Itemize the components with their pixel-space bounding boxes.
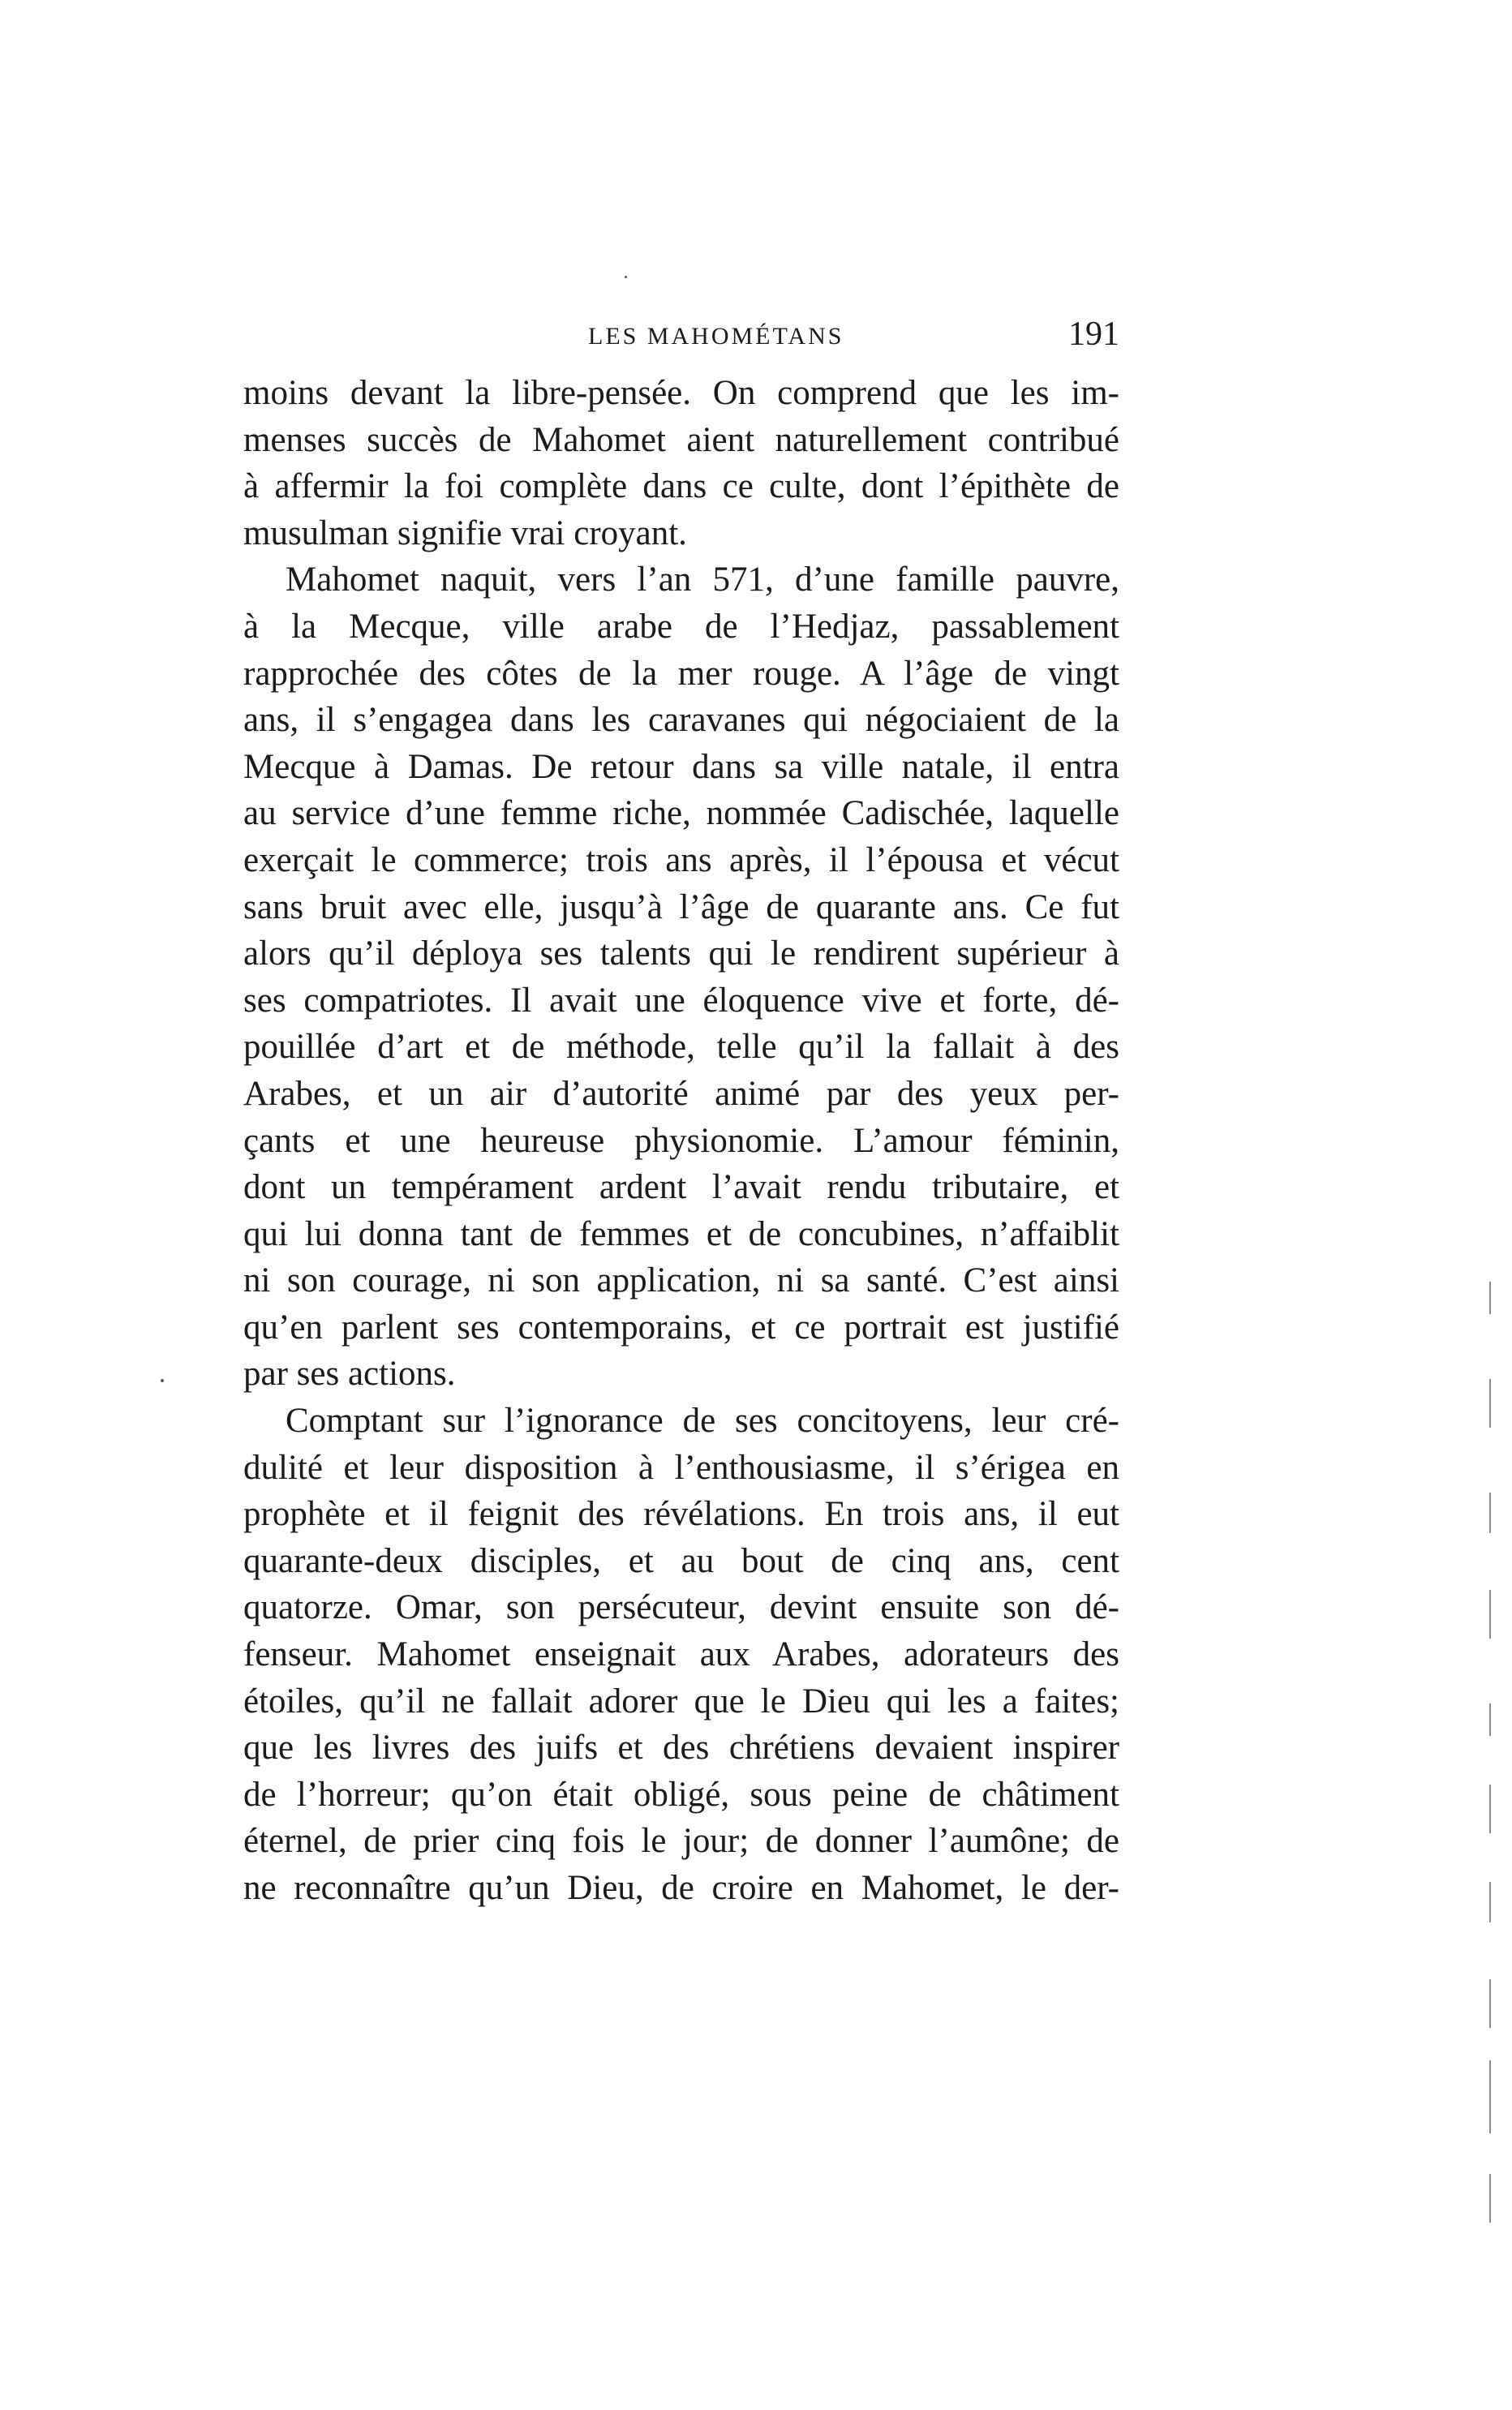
text-line: dulité et leur disposition à l’enthousiasme, il s’érigea en <box>243 1448 1119 1487</box>
scan-speck <box>625 276 627 278</box>
text-line: pouillée d’art et de méthode, telle qu’il la fallait à des <box>243 1028 1119 1067</box>
text-line: exerçait le commerce; trois ans après, il l’épousa et vécut <box>243 840 1119 879</box>
text-line: alors qu’il déploya ses talents qui le rendirent supérieur à <box>243 934 1119 973</box>
text-line: musulman signifie vrai croyant. <box>243 513 687 552</box>
running-title: LES MAHOMÉTANS <box>588 323 844 350</box>
scan-speck <box>161 1379 164 1382</box>
text-line: ses compatriotes. Il avait une éloquence vive et forte, dé- <box>243 981 1119 1020</box>
text-line: étoiles, qu’il ne fallait adorer que le Dieu qui les a faites; <box>243 1682 1119 1721</box>
text-line: ne reconnaître qu’un Dieu, de croire en Mahomet, le der- <box>243 1869 1119 1907</box>
text-line: Mecque à Damas. De retour dans sa ville natale, il entra <box>243 747 1119 786</box>
text-line: sans bruit avec elle, jusqu’à l’âge de quarante ans. Ce fut <box>243 887 1119 926</box>
text-line: fenseur. Mahomet enseignait aux Arabes, adorateurs des <box>243 1635 1119 1674</box>
text-line: de l’horreur; qu’on était obligé, sous peine de châtiment <box>243 1775 1119 1814</box>
text-line: par ses actions. <box>243 1355 456 1394</box>
text-line: quarante-deux disciples, et au bout de cinq ans, cent <box>243 1541 1119 1580</box>
text-line: ni son courage, ni son application, ni sa santé. C’est ainsi <box>243 1261 1119 1300</box>
text-line: rapprochée des côtes de la mer rouge. A l’âge de vingt <box>243 654 1119 693</box>
text-line: prophète et il feignit des révélations. En trois ans, il eut <box>243 1495 1119 1534</box>
text-line: quatorze. Omar, son persécuteur, devint ensuite son dé- <box>243 1588 1119 1627</box>
body-text <box>243 370 1119 1912</box>
text-line: çants et une heureuse physionomie. L’amour féminin, <box>243 1121 1119 1160</box>
running-head <box>243 315 1119 363</box>
text-line: qui lui donna tant de femmes et de concubines, n’affaiblit <box>243 1214 1119 1253</box>
text-line: Mahomet naquit, vers l’an 571, d’une famille pauvre, <box>286 561 1119 599</box>
text-line: ans, il s’engagea dans les caravanes qui négociaient de la <box>243 701 1119 740</box>
text-line: dont un tempérament ardent l’avait rendu tributaire, et <box>243 1168 1119 1207</box>
text-line: que les livres des juifs et des chrétiens devaient inspirer <box>243 1729 1119 1768</box>
text-line: à affermir la foi complète dans ce culte, dont l’épithète de <box>243 467 1119 506</box>
scan-edge-marks <box>1489 1282 1494 2255</box>
text-line: éternel, de prier cinq fois le jour; de donner l’aumône; de <box>243 1822 1119 1861</box>
text-line: qu’en parlent ses contemporains, et ce portrait est justifié <box>243 1308 1119 1347</box>
text-line: au service d’une femme riche, nommée Cadischée, laquelle <box>243 794 1119 833</box>
text-line: menses succès de Mahomet aient naturellement contribué <box>243 420 1119 459</box>
text-line: Arabes, et un air d’autorité animé par des yeux per- <box>243 1074 1119 1113</box>
text-line: à la Mecque, ville arabe de l’Hedjaz, passablement <box>243 607 1119 646</box>
page-number: 191 <box>1068 316 1119 353</box>
text-line: Comptant sur l’ignorance de ses concitoyens, leur cré- <box>286 1402 1119 1441</box>
text-line: moins devant la libre-pensée. On comprend que les im- <box>243 374 1119 412</box>
